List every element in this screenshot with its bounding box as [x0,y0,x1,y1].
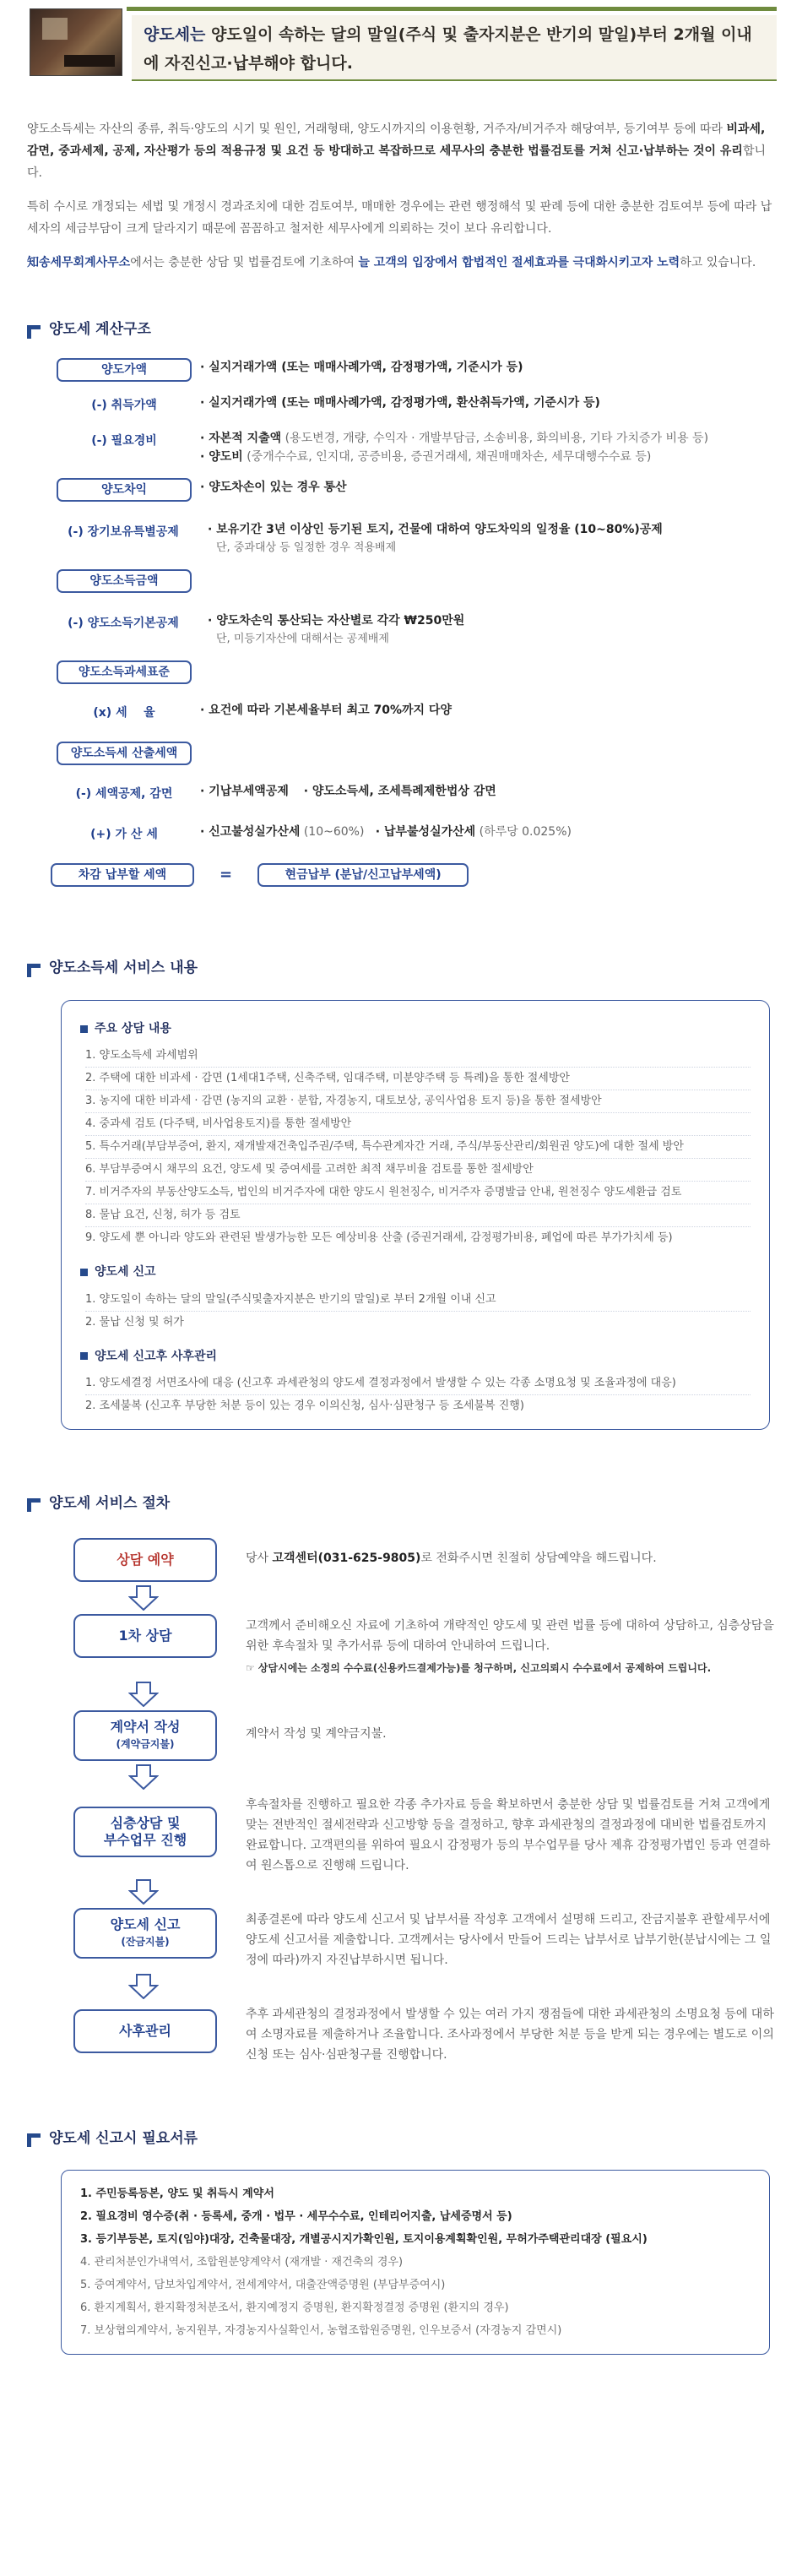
desc-longterm: · 보유기간 3년 이상인 등기된 토지, 건물에 대하여 양도차익의 일정율 (10~80%)공제 [208,523,663,536]
down-arrow-icon [128,1761,775,1793]
tag-rate: (x) 세 율 [93,705,155,720]
section-title-docs: 양도세 신고시 필요서류 [49,2129,198,2147]
step4-title-2: 부수업무 진행 [103,1832,187,1849]
tag-gain: 양도차익 [57,478,192,502]
step-deep-consult [73,1807,217,1857]
step2-desc: 고객께서 준비해오신 자료에 기초하여 개략적인 양도세 및 관련 법률 등에 대하여 상담하고, 심층상담을 위한 후속절차 및 추가서류 등에 대하여 안내하여 드립니다. [246,1619,774,1654]
desc-sale-price: · 실지거래가액 (또는 매매사례가액, 감정평가액, 기준시가 등) [200,361,523,374]
step-aftercare: 사후관리 [73,2009,217,2053]
list-item: 4. 관리처분인가내역서, 조합원분양계약서 (재개발 · 재건축의 경우) [80,2256,404,2269]
calc-structure [27,358,775,887]
square-bullet-icon [80,1352,88,1360]
desc-gain: · 양도차손이 있는 경우 통산 [200,481,347,494]
equals-sign: = [219,866,233,883]
hero-banner [25,0,777,84]
process-step-4 [27,1793,775,1876]
down-arrow-icon [128,1678,775,1710]
list-item: 4. 중과세 검토 (다주택, 비사업용토지)를 통한 절세방안 [85,1113,751,1136]
docs-list [80,2182,751,2342]
customer-center-phone: 고객센터(031-625-9805) [272,1552,421,1566]
intro-p1-c: 합니다. [27,144,767,180]
docs-box [61,2170,770,2355]
calc-row-rate [27,701,775,725]
step3-desc: 계약서 작성 및 계약금지불. [246,1727,387,1742]
intro-p1-b: 비과세, 감면, 중과세제, 공제, 자산평가 등의 적용규정 및 요건 등 방대하고 복잡하므로 세무사의 충분한 법률검토를 거쳐 신고·납부하는 것이 유리 [27,122,766,158]
list-item: 2. 주택에 대한 비과세 · 감면 (1세대1주택, 신축주택, 임대주택, 미분양주택 등 특례)을 통한 절세방안 [85,1068,751,1090]
step5-desc: 최종결론에 따라 양도세 신고서 및 납부서를 작성후 고객에서 설명해 드리고, 잔금지불후 관할세무서에 양도세 신고서를 제출합니다. 고객께서는 당사에서 만들어 드리는 납부서로 납부기한(분납시에는 그 일정에 따라)까지 자진납부하시면 됩니다. [246,1913,772,1968]
section-bracket-icon [27,325,41,339]
desc-transfer-cost: (중개수수료, 인지대, 공증비용, 증권거래세, 채권매매차손, 세무대행수수료 등) [242,450,652,464]
intro-paragraph-2: 특히 수시로 개정되는 세법 및 개정시 경과조치에 대한 검토여부, 매매한 경우에는 관련 행정해석 및 판례 등에 대한 충분한 검토여부 등에 따라 납세자의 세금부담이 크게 달라지기 때문에 꼼꼼하고 철저한 세무사에게 의뢰하는 것이 보다 유리합니다. [27,200,772,236]
service-group-title: 양도세 신고 [95,1265,156,1280]
desc-penalty-pay: (하루당 0.025%) [475,825,572,839]
step6-desc: 추후 과세관청의 결정과정에서 발생할 수 있는 여러 가지 쟁점들에 대한 과세관청의 소명요청 등에 대하여 소명자료를 제출하거나 조율합니다. 조사과정에서 부당한 처분 등을 받게 되는 경우에는 별도로 이의신청 또는 심사·심판청구를 진행합니다. [246,2008,774,2062]
down-arrow-icon [128,1876,775,1908]
intro-p3-b: 늘 고객의 입장에서 합법적인 절세효과를 극대화시키고자 노력 [358,256,680,269]
calc-row-payable [27,863,775,887]
step3-title: 계약서 작성 [110,1719,181,1736]
calc-row-expenses [27,429,775,466]
step2-note: ☞ 상담시에는 소정의 수수료(신용카드결제가능)를 청구하며, 신고의뢰시 수수료에서 공제하여 드립니다. [246,1662,712,1675]
service-box [61,1000,770,1430]
process-step-2 [27,1614,775,1678]
process-step-3 [27,1710,775,1761]
section-header-process [27,1489,775,1518]
calc-row-income [27,569,775,593]
hero-title [132,15,777,79]
step4-desc: 후속절차를 진행하고 필요한 각종 추가자료 등을 확보하면서 충분한 상담 및 법률검토를 거쳐 고객에게 맞는 전반적인 절세전략과 신고방향 등을 결정하고, 향후 과세관청의 결정과정에 대비한 법률검토까지 완료합니다. 고객편의를 위하여 필요시 감정평가 등의 부수업무를 당사 제휴 감정평가법인 등과 연결하여 원스톱으로 진행해 드립니다. [246,1798,771,1873]
section-header-calc [27,316,775,345]
calc-row-tax-base [27,660,775,684]
calc-row-calculated-tax [27,742,775,765]
list-item: 2. 물납 신청 및 허가 [85,1315,184,1329]
desc-basic-deduction: · 양도차손익 통산되는 자산별로 각각 ₩250만원 [208,614,465,628]
step-reservation: 상담 예약 [73,1538,217,1582]
down-arrow-icon [128,1970,775,2003]
intro-text [27,118,775,274]
list-item: 9. 양도세 뿐 아니라 양도와 관련된 발생가능한 모든 예상비용 산출 (증권거래세, 감정평가비용, 폐업에 따른 부가가치세 등) [85,1231,673,1245]
tag-tax-base: 양도소득과세표준 [57,660,192,684]
hero-title-lead: 양도세는 [144,25,212,44]
section-header-docs [27,2124,775,2153]
tag-credits: (-) 세액공제, 감면 [75,786,173,801]
list-item: 3. 농지에 대한 비과세 · 감면 (농지의 교환 · 분합, 자경농지, 대토보상, 공익사업용 토지 등)을 통한 절세방안 [85,1090,751,1113]
intro-paragraph-3 [27,252,775,274]
intro-p3-c: 하고 있습니다. [680,256,756,269]
calc-row-credits [27,782,775,806]
tag-expenses: (-) 필요경비 [91,433,157,448]
hero-top-bar [127,7,777,11]
square-bullet-icon [80,1269,88,1276]
desc-longterm-sub: 단, 중과대상 등 일정한 경우 적용배제 [216,541,397,554]
process-flow [27,1538,775,2065]
desc-credit-exemption: · 양도소득세, 조세특례제한법상 감면 [303,785,496,798]
section-title-process: 양도세 서비스 절차 [49,1494,171,1512]
step-contract [73,1710,217,1761]
list-item: 5. 증여계약서, 담보차입계약서, 전세계약서, 대출잔액증명원 (부담부증여시) [80,2279,446,2292]
step-first-consult: 1차 상담 [73,1614,217,1658]
section-bracket-icon [27,964,41,977]
service-group-title: 양도세 신고후 사후관리 [95,1349,217,1363]
list-item: 6. 환지계획서, 환지확정처분조서, 환지예정지 증명원, 환지확정결정 증명원 (환지의 경우) [80,2302,509,2315]
tag-longterm: (-) 장기보유특별공제 [68,524,179,539]
list-item: 2. 필요경비 영수증(취 · 등록세, 중개 · 법무 · 세무수수료, 인테리어지출, 납세증명서 등) [80,2210,512,2224]
desc-penalty-pay-label: · 납부불성실가산세 [375,825,476,839]
tag-result: 현금납부 (분납/신고납부세액) [257,863,469,887]
tag-acq-price: (-) 취득가액 [91,398,157,412]
step5-sub: (잔금지불) [121,1936,170,1948]
calc-row-basic-deduction [27,611,775,649]
list-item: 3. 등기부등본, 토지(임야)대장, 건축물대장, 개별공시지가확인원, 토지이용계획확인원, 무허가주택관리대장 (필요시) [80,2233,648,2247]
aftercare-list [80,1372,751,1417]
section-title-calc: 양도세 계산구조 [49,321,151,339]
desc-acq-price: · 실지거래가액 (또는 매매사례가액, 감정평가액, 환산취득가액, 기준시가 등) [200,396,600,410]
intro-p1-a: 양도소득세는 자산의 종류, 취득·양도의 시기 및 원인, 거래형태, 양도시까지의 이용현황, 거주자/비거주자 해당여부, 등기여부 등에 따라 [27,122,727,136]
calc-row-longterm [27,520,775,557]
process-step-1 [27,1538,775,1582]
square-bullet-icon [80,1025,88,1033]
down-arrow-icon [128,1582,775,1614]
section-bracket-icon [27,1498,41,1512]
calc-row-acq-price [27,394,775,417]
calc-row-sale-price [27,358,775,382]
tag-penalty: (+) 가 산 세 [90,827,158,841]
section-title-service: 양도소득세 서비스 내용 [49,959,198,977]
list-item: 5. 특수거래(부담부증여, 환지, 재개발재건축입주권/주택, 특수관계자간 거래, 주식/부동산관리/회원권 양도)에 대한 절세 방안 [85,1136,751,1159]
list-item: 6. 부담부증여시 채무의 요건, 양도세 및 증여세를 고려한 최적 채무비율 검토를 통한 절세방안 [85,1159,751,1182]
service-group-title: 주요 상담 내용 [95,1022,171,1035]
tag-calculated-tax: 양도소득세 산출세액 [57,742,192,765]
section-header-service [27,954,775,983]
list-item: 8. 물납 요건, 신청, 허가 등 검토 [85,1204,751,1227]
step1-a: 당사 [246,1552,273,1566]
tag-basic-deduction: (-) 양도소득기본공제 [68,616,179,630]
list-item: 1. 주민등록등본, 양도 및 취득시 계약서 [80,2187,274,2201]
intro-p3-a: 에서는 충분한 상담 및 법률검토에 기초하여 [130,256,359,269]
desc-penalty-report: (10~60%) [300,825,365,839]
desc-rate: · 요건에 따라 기본세율부터 최고 70%까지 다양 [200,704,452,717]
list-item: 1. 양도세결정 서면조사에 대응 (신고후 과세관청의 양도세 결정과정에서 발생할 수 있는 각종 소명요청 및 조율과정에 대응) [85,1372,751,1395]
filing-list [80,1289,751,1334]
desc-basic-deduction-sub: 단, 미등기자산에 대해서는 공제배제 [216,633,389,645]
service-group-filing [80,1263,751,1281]
calc-row-gain [27,478,775,502]
desc-penalty-report-label: · 신고불성실가산세 [200,825,301,839]
list-item: 1. 양도일이 속하는 달의 말일(주식및출자지분은 반기의 말일)로 부터 2개월 이내 신고 [85,1289,751,1312]
process-step-5 [27,1908,775,1970]
hero-bottom-bar [132,79,777,81]
step5-title: 양도세 신고 [110,1916,181,1933]
office-photo [30,8,122,76]
service-group-aftercare [80,1347,751,1366]
section-bracket-icon [27,2133,41,2147]
desc-credit-prepaid: · 기납부세액공제 [200,785,289,798]
service-group-consult [80,1019,751,1038]
tag-sale-price: 양도가액 [57,358,192,382]
desc-capex-label: · 자본적 지출액 [200,432,282,445]
list-item: 2. 조세불복 (신고후 부당한 처분 등이 있는 경우 이의신청, 심사·심판청구 등 조세불복 진행) [85,1399,524,1413]
consult-list [80,1045,751,1249]
step1-c: 로 전화주시면 친절히 상담예약을 해드립니다. [420,1552,657,1566]
step4-title-1: 심층상담 및 [110,1815,181,1832]
list-item: 7. 보상협의계약서, 농지원부, 자경농지사실확인서, 농협조합원증명원, 인우보증서 (자경농지 감면시) [80,2324,562,2338]
calc-row-penalty [27,823,775,846]
step-filing [73,1908,217,1959]
tag-income: 양도소득금액 [57,569,192,593]
hero-title-rest: 양도일이 속하는 달의 말일(주식 및 출자지분은 반기의 말일)부터 2개월 이내에 자진신고·납부해야 합니다. [144,25,752,73]
desc-transfer-cost-label: · 양도비 [200,450,243,464]
desc-capex: (용도변경, 개량, 수익자 · 개발부담금, 소송비용, 화의비용, 기타 가치증가 비용 등) [281,432,709,445]
process-step-6 [27,2003,775,2065]
step3-sub: (계약금지불) [116,1738,175,1751]
intro-paragraph-1 [27,118,775,184]
list-item: 1. 양도소득세 과세범위 [85,1045,751,1068]
tag-payable: 차감 납부할 세액 [51,863,194,887]
firm-name: 知송세무회계사무소 [27,256,131,269]
list-item: 7. 비거주자의 부동산양도소득, 법인의 비거주자에 대한 양도시 원천징수, 비거주자 증명발급 안내, 원천징수 양도세환급 검토 [85,1182,751,1204]
